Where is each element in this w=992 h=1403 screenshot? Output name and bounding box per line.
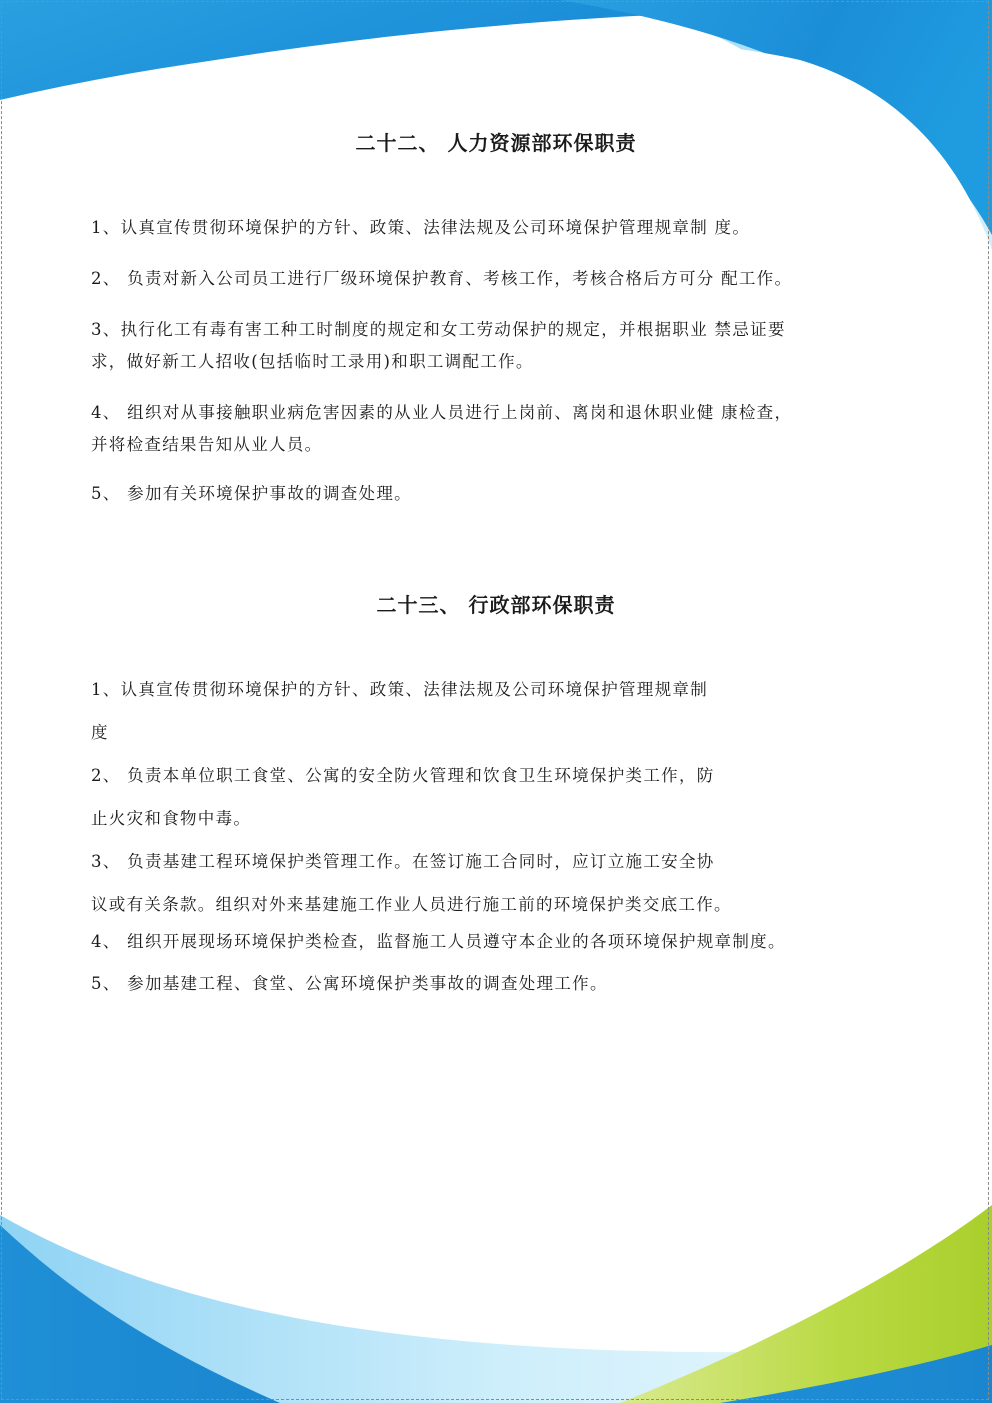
section-23-item-1 [91,668,891,754]
section-22-item-2 [91,263,891,295]
section-22-item-1 [91,212,891,244]
section-22-item-5 [91,478,891,510]
paragraph-line: 1、认真宣传贯彻环境保护的方针、政策、法律法规及公司环境保护管理规章制 度。 [91,218,751,237]
paragraph-line: 度 [91,723,109,742]
section-23-item-2 [91,754,891,840]
paragraph-line: 2、 负责对新入公司员工进行厂级环境保护教育、考核工作，考核合格后方可分 配工作。 [91,269,793,288]
paragraph-line: 4、 组织对从事接触职业病危害因素的从业人员进行上岗前、离岗和退休职业健 康检查， [91,403,793,422]
paragraph-line: 4、 组织开展现场环境保护类检查，监督施工人员遵守本企业的各项环境保护规章制度。 [91,932,786,951]
section-23-item-3 [91,840,891,926]
paragraph-line: 1、认真宣传贯彻环境保护的方针、政策、法律法规及公司环境保护管理规章制 [91,680,708,699]
paragraph-line: 2、 负责本单位职工食堂、公寓的安全防火管理和饮食卫生环境保护类工作，防 [91,766,715,785]
section-22-item-4 [91,397,891,461]
section-23-item-5 [91,968,891,1000]
section-23-heading: 二十三、 行政部环保职责 [376,593,616,617]
section-22-item-3 [91,314,891,378]
paragraph-line: 3、 负责基建工程环境保护类管理工作。在签订施工合同时，应订立施工安全协 [91,852,715,871]
paragraph-line: 3、执行化工有毒有害工种工时制度的规定和女工劳动保护的规定，并根据职业 禁忌证要 [91,320,786,339]
paragraph-line: 5、 参加基建工程、食堂、公寓环境保护类事故的调查处理工作。 [91,974,608,993]
paragraph-line: 议或有关条款。组织对外来基建施工作业人员进行施工前的环境保护类交底工作。 [91,895,732,914]
section-23-item-4 [91,926,891,958]
paragraph-line: 止火灾和食物中毒。 [91,809,252,828]
paragraph-line: 5、 参加有关环境保护事故的调查处理。 [91,484,412,503]
paragraph-line: 并将检查结果告知从业人员。 [91,435,323,454]
paragraph-line: 求，做好新工人招收(包括临时工录用)和职工调配工作。 [91,352,534,371]
section-22-heading: 二十二、 人力资源部环保职责 [355,131,637,155]
